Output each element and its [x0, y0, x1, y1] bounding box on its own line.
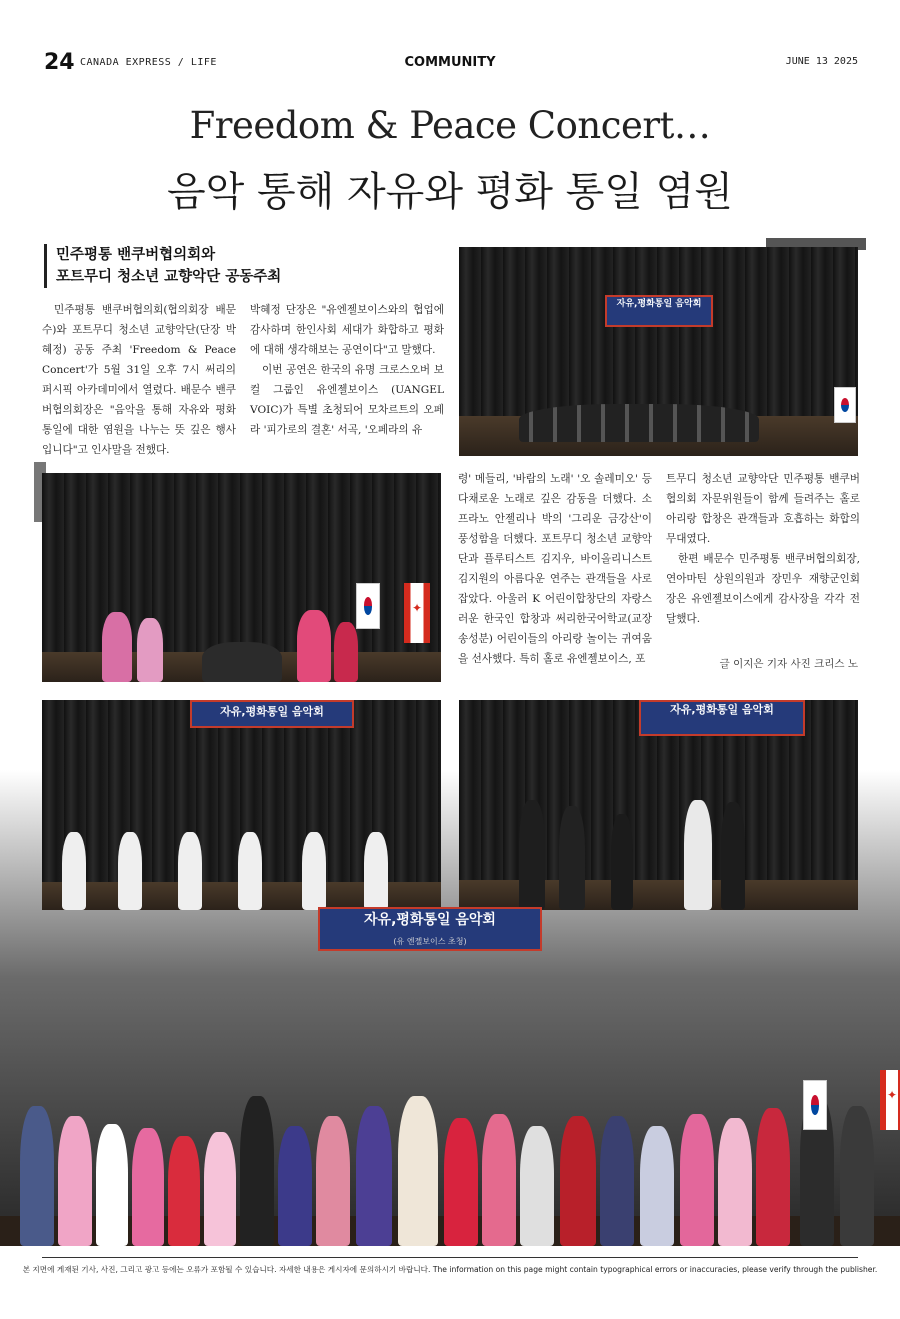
headline-english: Freedom & Peace Concert… [189, 104, 711, 147]
subhead [44, 244, 281, 288]
concert-banner: 자유,평화통일 음악회 [639, 700, 805, 736]
section-label: COMMUNITY [404, 55, 496, 70]
article-column-4 [666, 469, 860, 629]
subhead-line-1: 민주평통 밴쿠버협의회와 [56, 247, 216, 263]
article-column-3 [458, 469, 652, 669]
concert-banner: 자유,평화통일 음악회 [190, 700, 354, 728]
article-paragraph: 트무디 청소년 교향악단 민주평통 밴쿠버협의회 자문위원들이 함께 들려주는 홀로 아리랑 합창은 관객들과 호흡하는 화합의 무대였다. [666, 473, 860, 545]
footer-divider [42, 1257, 858, 1258]
article-paragraph: 령' 메들리, '바람의 노래' '오 솔레미오' 등 다채로운 노래로 깊은 감동을 더했다. 소프라노 안젤리나 박의 '그리운 금강산'이 풍성함을 더했다. 포트무디 청소년 교향악단과 플루티스트 김지우, 바이올리니스트 김지원의 아름다운 연주는 관객들을 사로잡았다. 아울러 K 어린이합창단의 자랑스러운 한국인 합창과 써리한국어학교(교장 송성분) 어린이들의 아리랑 놀이는 귀여움을 선사했다. 특히 홀로 유엔젤보이스, 포 [458, 473, 652, 665]
photo-orchestra [459, 247, 858, 456]
photo-uangel-voice [42, 700, 441, 910]
byline: 글 이지은 기자 사진 크리스 노 [719, 658, 858, 670]
page-number: 24 [44, 50, 75, 75]
article-paragraph: 민주평통 밴쿠버협의회(협의회장 배문수)와 포트무디 청소년 교향악단(단장 박혜정) 공동 주최 'Freedom & Peace Concert'가 5월 31일 오후 7시 써리의 퍼시픽 아카데미에서 열렸다. 배문수 밴쿠버협의회장은 "음악을 통해 자유와 평화 통일에 대한 염원을 나누는 뜻 깊은 행사입니다"고 인사말을 전했다. [42, 304, 236, 456]
article-paragraph: 박혜정 단장은 "유엔젤보이스와의 협업에 감사하며 한인사회 세대가 화합하고 평화에 대해 생각해보는 공연이다"고 말했다. [250, 304, 444, 356]
publication-name: CANADA EXPRESS / LIFE [80, 57, 217, 68]
photo-children-choir [42, 473, 441, 682]
footer-disclaimer: 본 지면에 게재된 기사, 사진, 그리고 광고 등에는 오류가 포함될 수 있습니다. 자세한 내용은 게시자에 문의하시기 바랍니다. The information on this page might contain typographical errors or inaccuracies, please verify through the publisher. [22, 1265, 878, 1274]
issue-date: JUNE 13 2025 [785, 56, 858, 67]
subhead-line-2: 포트무디 청소년 교향악단 공동주최 [56, 269, 282, 285]
article-paragraph: 한편 배문수 민주평통 밴쿠버협의회장, 연아마틴 상원의원과 장민우 재향군인회장은 유엔젤보이스에게 감사장을 각각 전달했다. [666, 553, 860, 625]
photo-group-finale [0, 1060, 900, 1246]
photo-award-presentation [459, 700, 858, 910]
article-column-2 [250, 300, 444, 440]
article-paragraph: 이번 공연은 한국의 유명 크로스오버 보컬 그룹인 유엔젤보이스 (UANGEL VOIC)가 특별 초청되어 모차르트의 오페라 '피가로의 결혼' 서곡, '오페라의 유 [250, 364, 444, 436]
headline-korean: 음악 통해 자유와 평화 통일 염원 [167, 169, 733, 215]
concert-banner-large: 자유,평화통일 음악회 (유 엔젤보이스 초청) [318, 907, 542, 951]
article-column-1 [42, 300, 236, 460]
concert-banner: 자유,평화통일 음악회 [605, 295, 713, 327]
